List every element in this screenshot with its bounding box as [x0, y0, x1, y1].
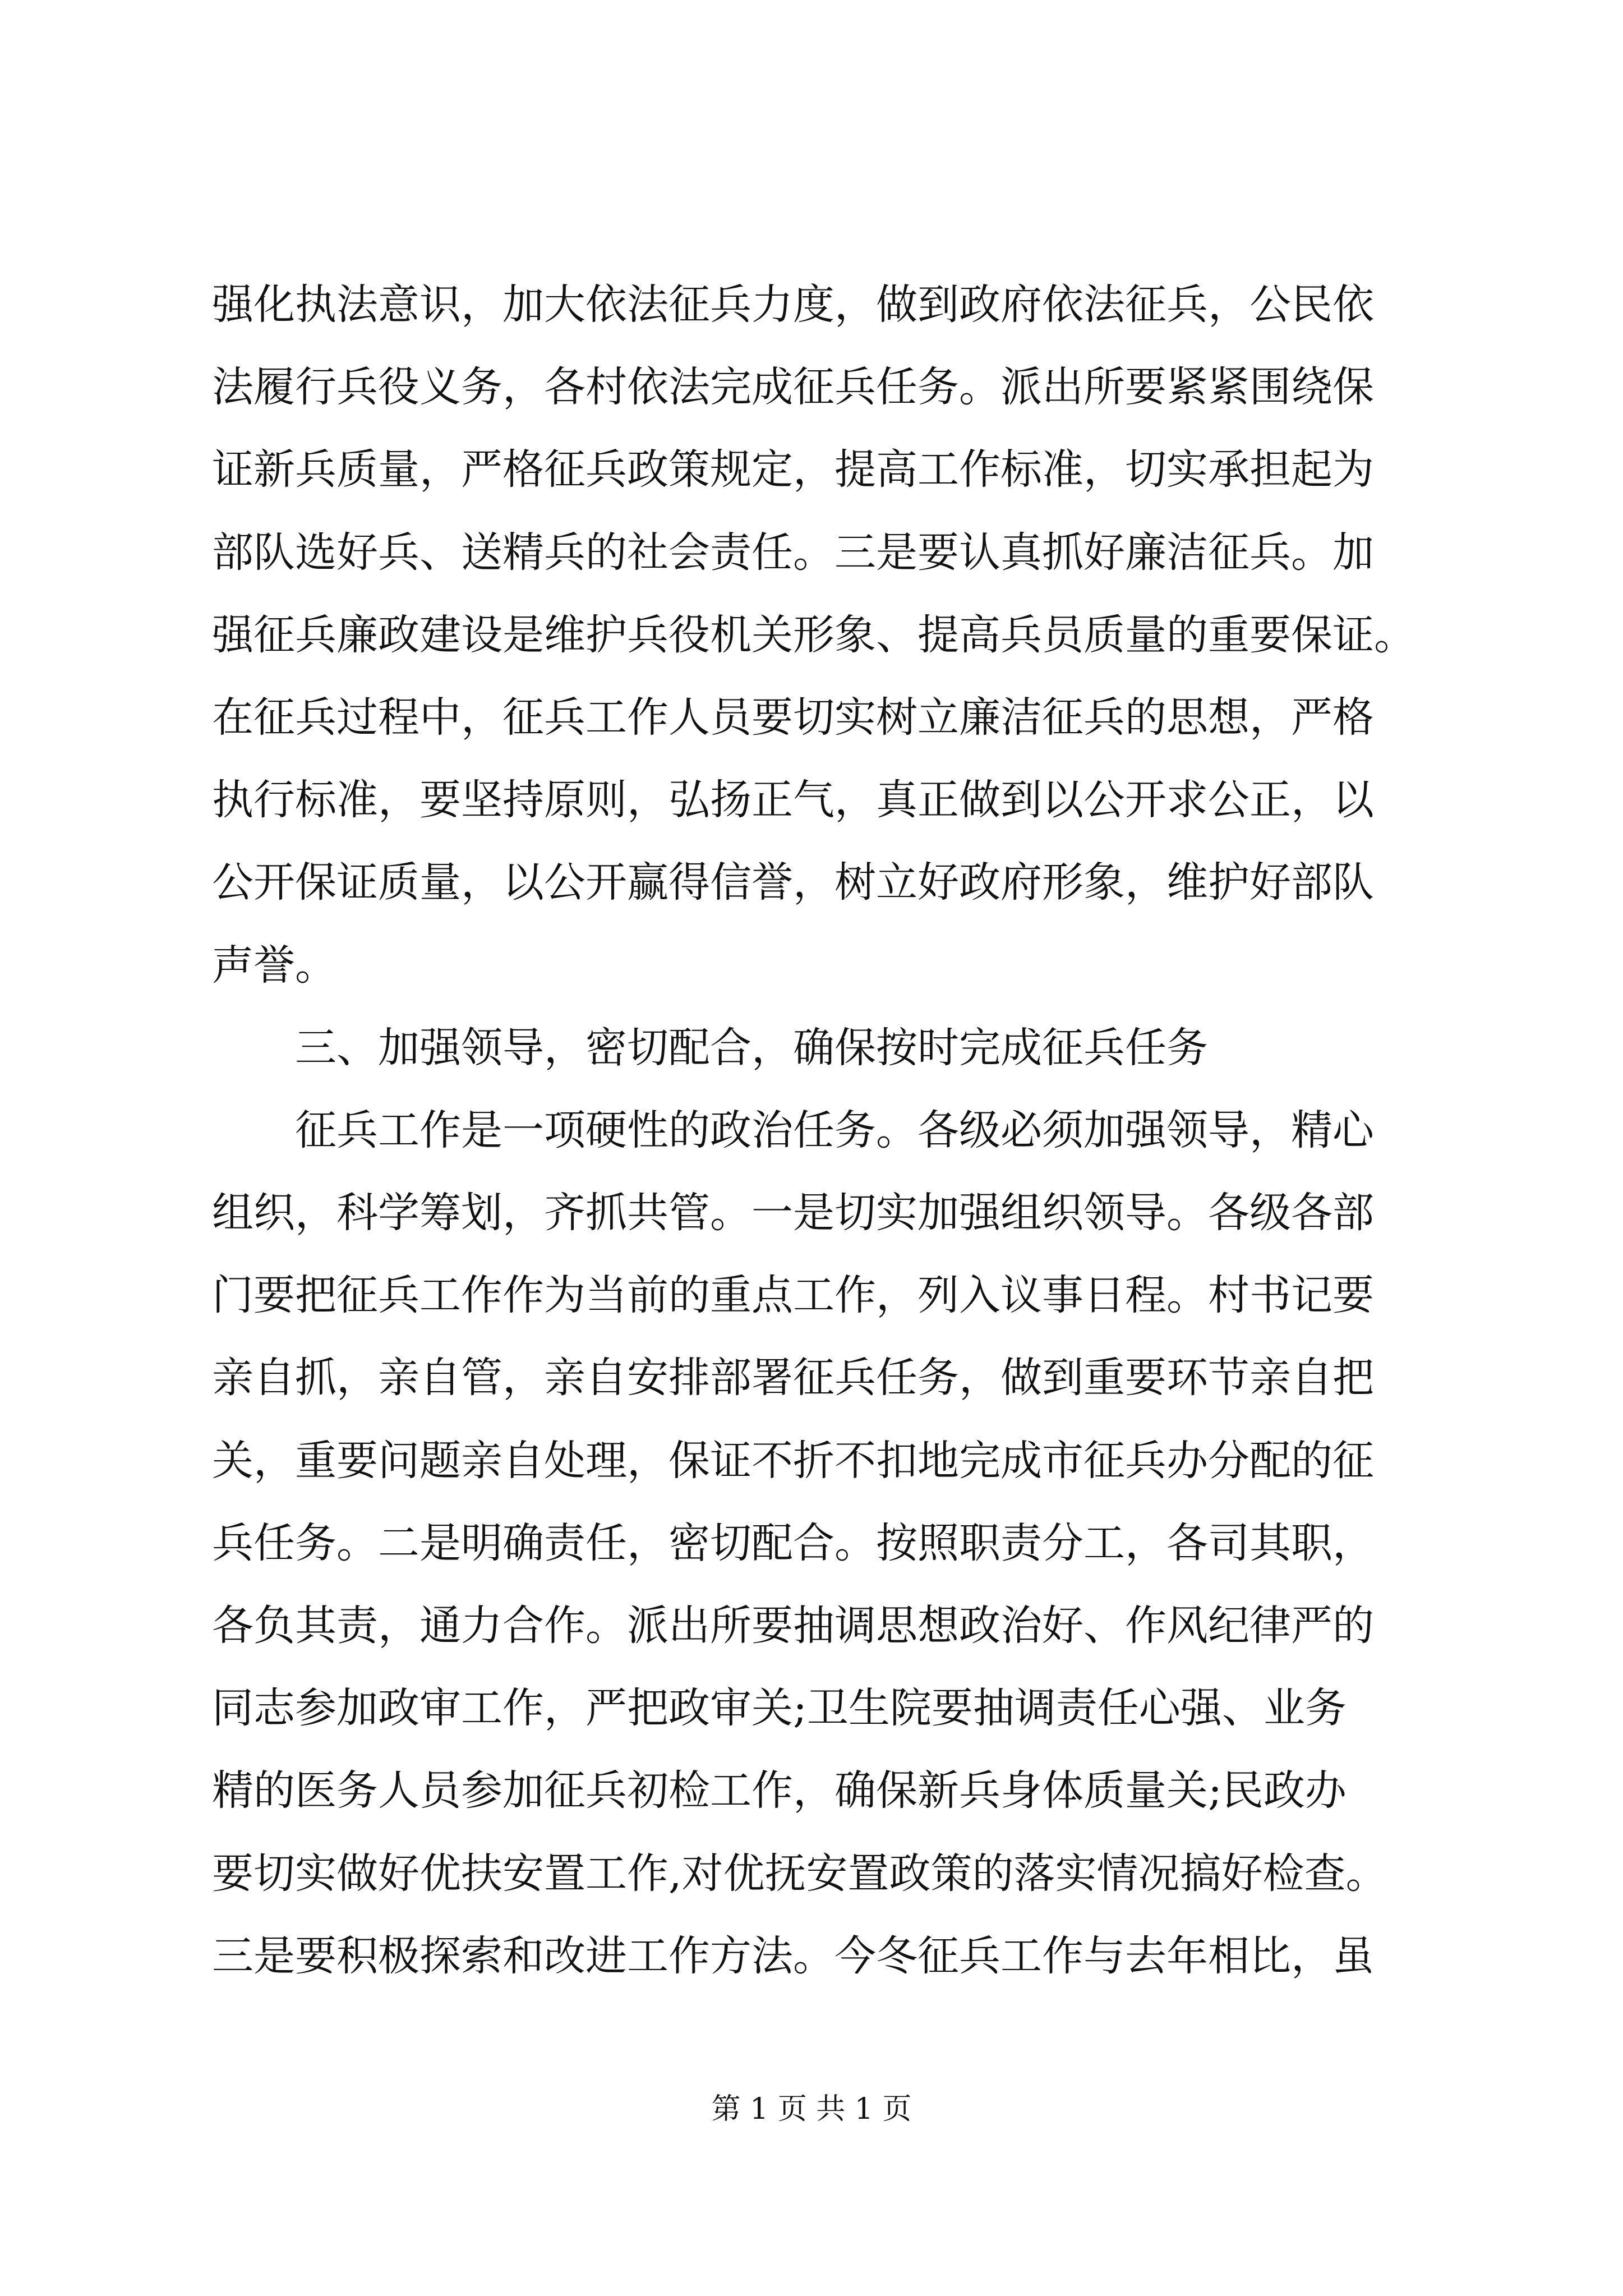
text-line: 门要把征兵工作作为当前的重点工作，列入议事日程。村书记要: [212, 1271, 1374, 1320]
text-line: 公开保证质量，以公开赢得信誉，树立好政府形象，维护好部队: [212, 858, 1374, 907]
section-heading: 三、加强领导，密切配合，确保按时完成征兵任务: [295, 1023, 1208, 1072]
text-line: 征兵工作是一项硬性的政治任务。各级必须加强领导，精心: [295, 1106, 1374, 1154]
text-line: 强征兵廉政建设是维护兵役机关形象、提高兵员质量的重要保证。: [212, 610, 1415, 659]
text-line: 组织，科学筹划，齐抓共管。一是切实加强组织领导。各级各部: [212, 1189, 1374, 1237]
text-line: 三是要积极探索和改进工作方法。今冬征兵工作与去年相比，虽: [212, 1931, 1374, 1980]
page-footer: 第 1 页 共 1 页: [711, 2092, 912, 2126]
text-line: 强化执法意识，加大依法征兵力度，做到政府依法征兵，公民依: [212, 280, 1374, 329]
text-line: 法履行兵役义务，各村依法完成征兵任务。派出所要紧紧围绕保: [212, 363, 1374, 412]
text-line: 执行标准，要坚持原则，弘扬正气，真正做到以公开求公正，以: [212, 776, 1374, 825]
text-line: 亲自抓，亲自管，亲自安排部署征兵任务，做到重要环节亲自把: [212, 1354, 1374, 1402]
text-line: 部队选好兵、送精兵的社会责任。三是要认真抓好廉洁征兵。加: [212, 528, 1374, 577]
text-line: 同志参加政审工作，严把政审关;卫生院要抽调责任心强、业务: [212, 1684, 1347, 1733]
text-line: 关，重要问题亲自处理，保证不折不扣地完成市征兵办分配的征: [212, 1436, 1374, 1485]
text-line: 在征兵过程中，征兵工作人员要切实树立廉洁征兵的思想，严格: [212, 693, 1374, 742]
text-line: 兵任务。二是明确责任，密切配合。按照职责分工，各司其职，: [212, 1519, 1374, 1567]
text-line: 证新兵质量，严格征兵政策规定，提高工作标准，切实承担起为: [212, 445, 1374, 494]
text-line: 精的医务人员参加征兵初检工作，确保新兵身体质量关;民政办: [212, 1766, 1347, 1815]
text-line: 要切实做好优扶安置工作,对优抚安置政策的落实情况搞好检查。: [212, 1849, 1387, 1898]
text-line: 各负其责，通力合作。派出所要抽调思想政治好、作风纪律严的: [212, 1602, 1374, 1650]
text-line: 声誉。: [212, 941, 336, 990]
body-text: [212, 264, 1446, 1998]
